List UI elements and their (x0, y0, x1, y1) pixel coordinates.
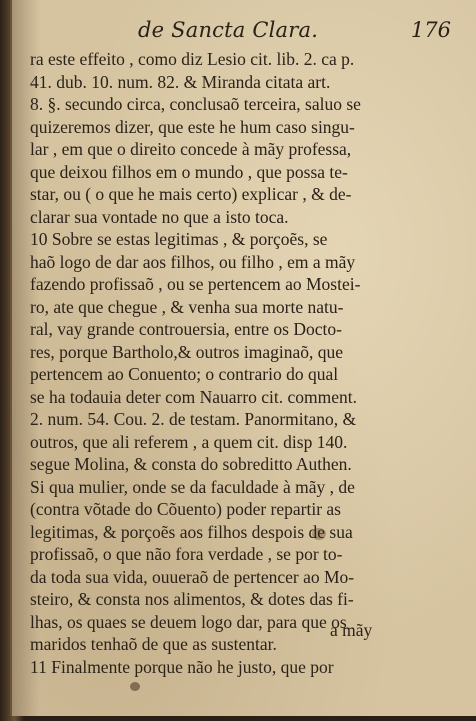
text-line: 2. num. 54. Cou. 2. de testam. Panormitano, & (30, 409, 357, 429)
text-line: res, porque Bartholo,& outros imaginaõ, que (30, 341, 343, 362)
text-line: ro, ate que chegue , & venha sua morte natu- (30, 296, 344, 317)
text-line: star, ou ( o que he mais certo) explicar , & de- (30, 184, 352, 204)
text-line: da toda sua vida, ouueraõ de pertencer ao Mo- (30, 566, 355, 587)
text-line: se ha todauia deter com Nauarro cit. comment. (30, 386, 358, 407)
text-line: ral, vay grande controuersia, entre os Docto- (30, 319, 342, 339)
text-line: profissaõ, o que não fora verdade , se por to- (30, 544, 343, 564)
text-line: 10 Sobre se estas legitimas , & porçoẽs, se (30, 229, 328, 249)
text-line: lar , em que o direito concede à mãy professa, (30, 139, 352, 159)
running-header (20, 18, 465, 52)
ink-stain (130, 682, 140, 691)
text-line: outros, que ali referem , a quem cit. disp 140. (30, 431, 348, 452)
catchword: a mãy (330, 620, 373, 640)
text-line: Si qua mulier, onde se da faculdade à mãy , de (30, 476, 355, 497)
text-line: 8. §. secundo circa, conclusaõ terceira, saluo se (30, 94, 361, 114)
text-line: lhas, os quaes se deuem logo dar, para que os (30, 611, 347, 632)
text-line: segue Molina, & consta do sobreditto Authen. (30, 454, 352, 474)
text-line: ra este effeito , como diz Lesio cit. lib. 2. ca p. (30, 49, 355, 69)
text-line: steiro, & consta nos alimentos, & dotes das fi- (30, 589, 354, 609)
text-line: maridos tenhaõ de que as sustentar. (30, 634, 277, 654)
text-line: haõ logo de dar aos filhos, ou filho , em a mãy (30, 251, 356, 272)
text-line: 41. dub. 10. num. 82. & Miranda citata art. (30, 71, 331, 92)
text-line: que deixou filhos em o mundo , que possa te- (30, 161, 348, 182)
text-line: quizeremos dizer, que este he hum caso singu- (30, 116, 355, 137)
text-line: (contra võtade do Cõuento) poder repartir as (30, 499, 341, 519)
page-number: 176 (410, 18, 451, 42)
body-text (30, 48, 390, 678)
text-line: clarar sua vontade no que a isto toca. (30, 206, 289, 227)
text-line: pertencem ao Conuento; o contrario do qual (30, 364, 339, 384)
text-line: 11 Finalmente porque não he justo, que por (30, 656, 334, 677)
text-line: fazendo profissaõ , ou se pertencem ao Mostei- (30, 274, 361, 294)
running-title: de Sancta Clara. (138, 18, 319, 42)
text-line: legitimas, & porçoẽs aos filhos despois de sua (30, 521, 353, 542)
